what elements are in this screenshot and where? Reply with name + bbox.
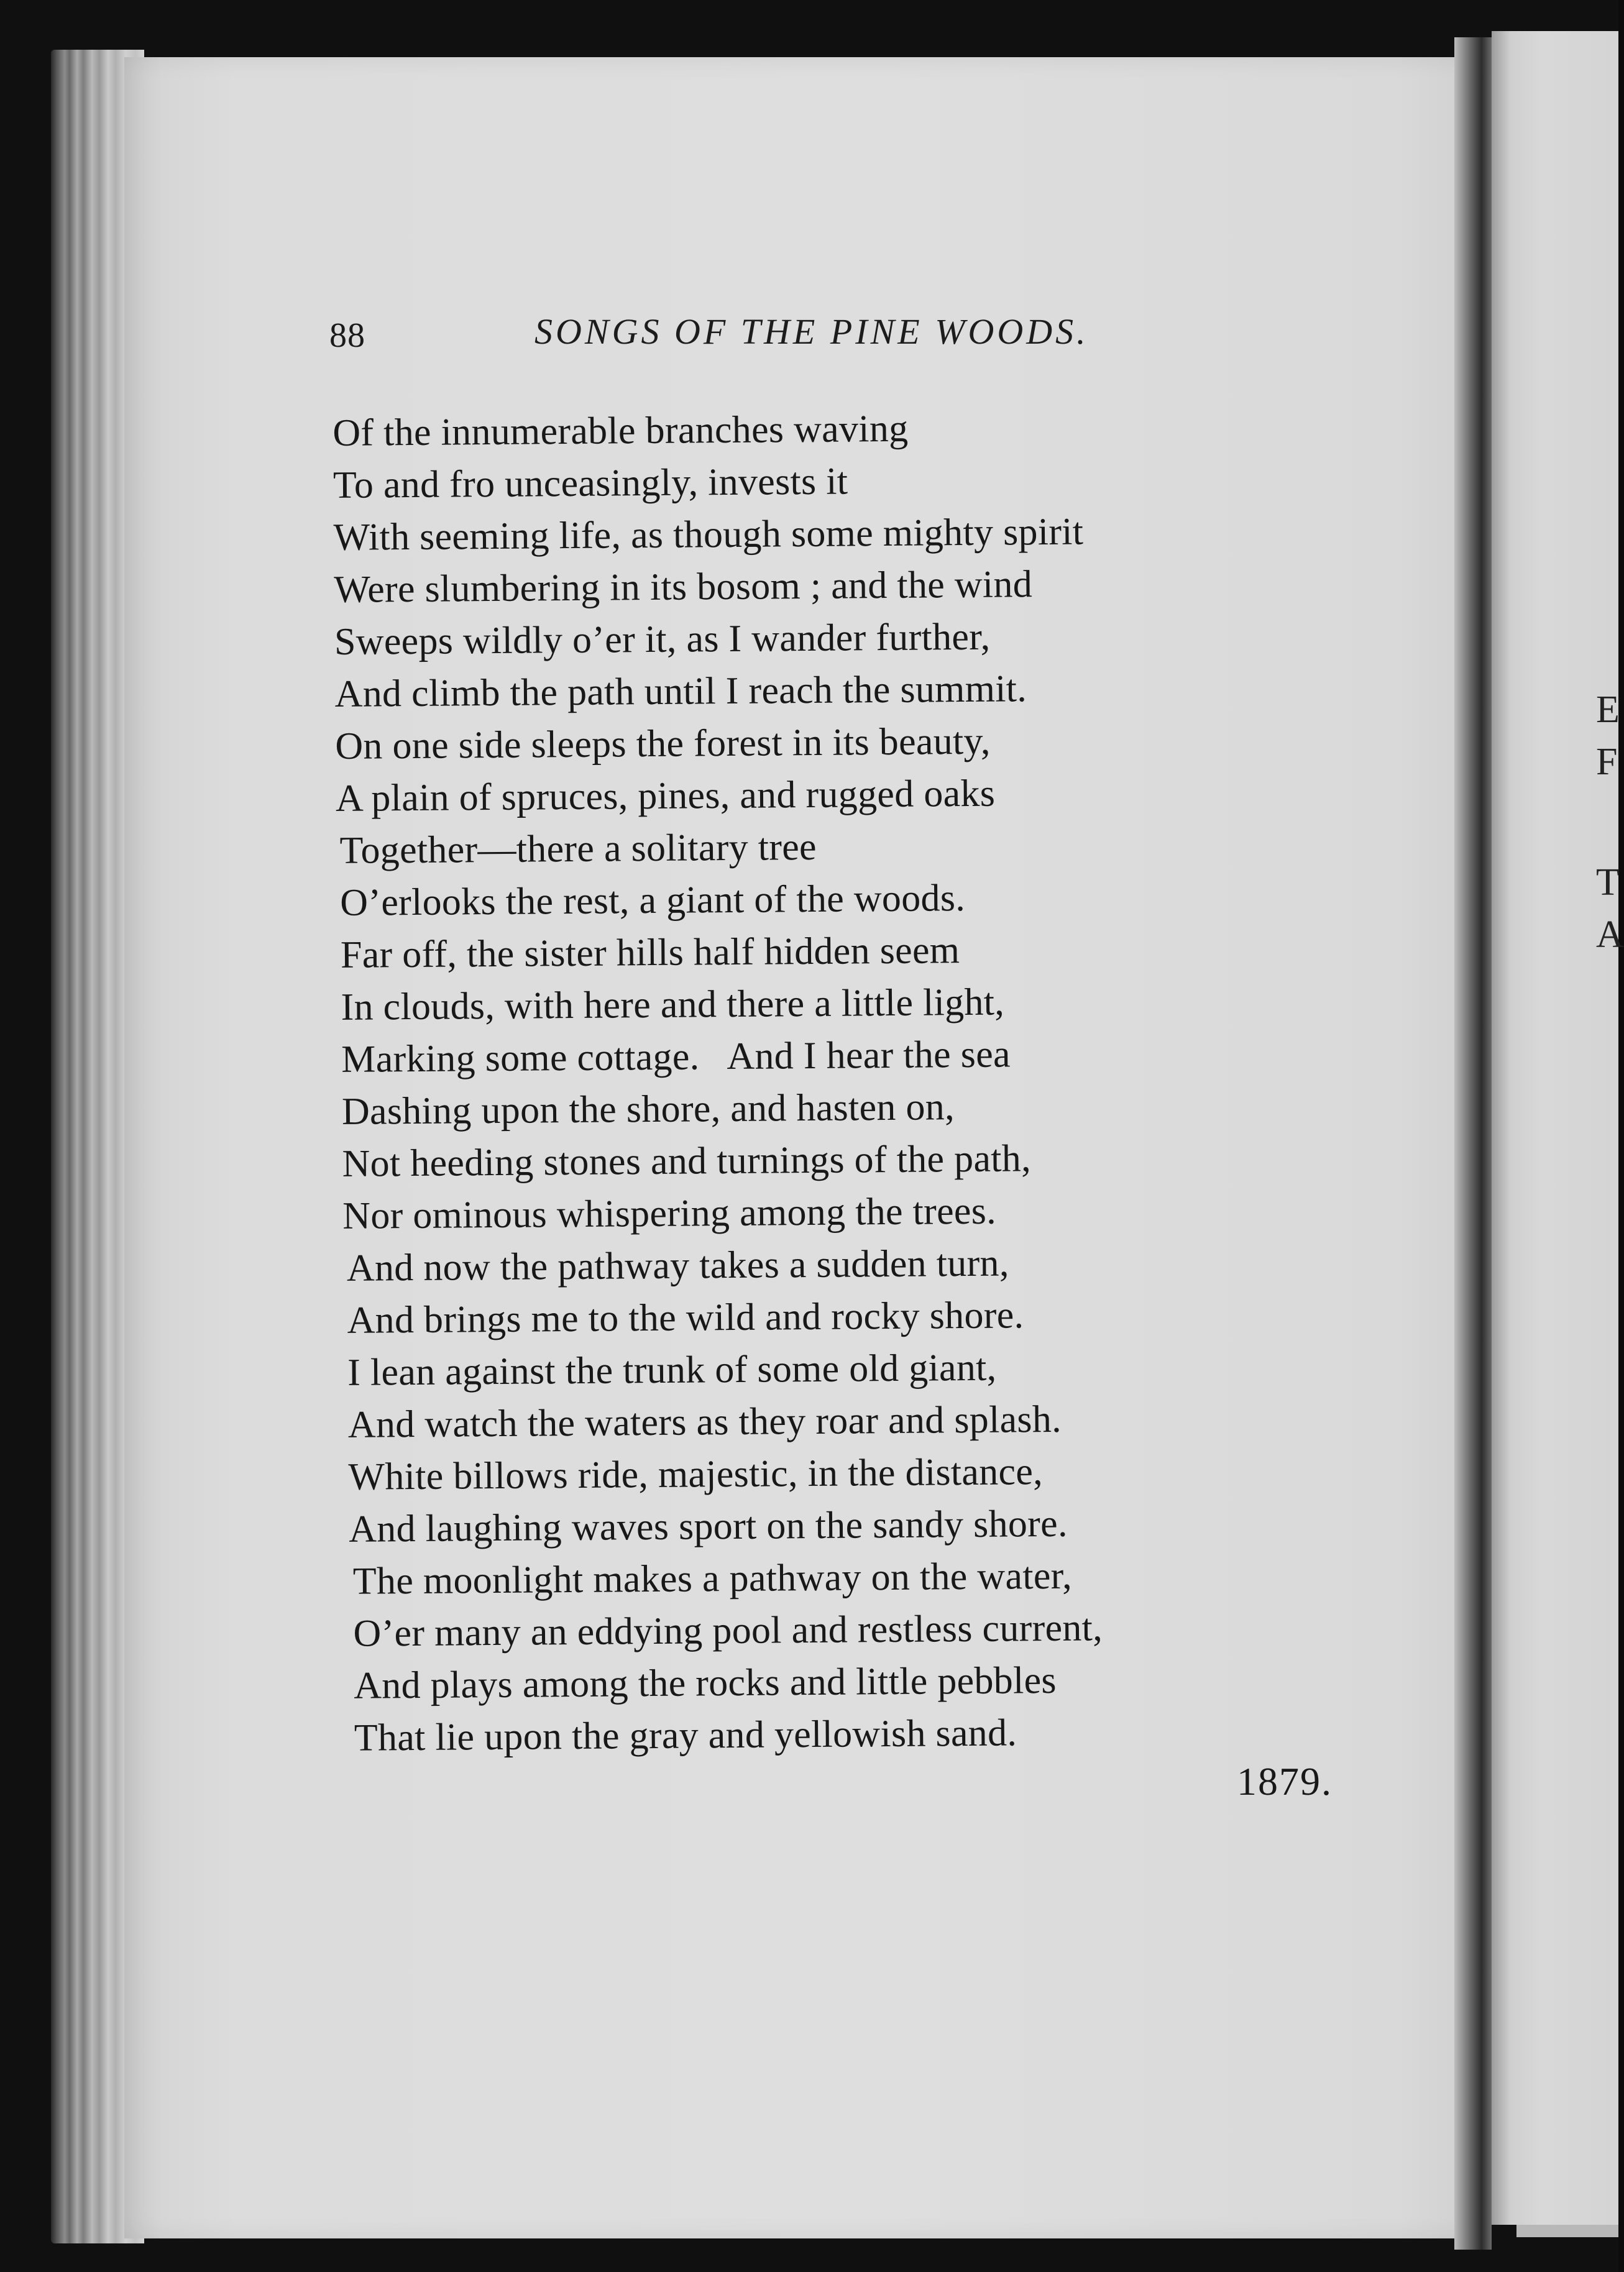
- poem-line: A plain of spruces, pines, and rugged oaks: [335, 772, 996, 820]
- right-page-glyph: F: [1596, 741, 1618, 783]
- right-page-glyph: E: [1596, 689, 1620, 731]
- poem-line: Nor ominous whispering among the trees.: [342, 1189, 997, 1237]
- right-page-edge: [1492, 31, 1624, 2225]
- poem-line: With seeming life, as though some mighty spirit: [333, 510, 1084, 559]
- poem-line: Far off, the sister hills half hidden seem: [340, 929, 960, 976]
- poem-line: White billows ride, majestic, in the distance,: [348, 1450, 1044, 1498]
- poem-line: And watch the waters as they roar and splash.: [347, 1398, 1062, 1446]
- poem-line: Dashing upon the shore, and hasten on,: [341, 1086, 955, 1133]
- poem-line: Of the innumerable branches waving: [333, 407, 909, 454]
- poem-line: O’erlooks the rest, a giant of the woods.: [340, 877, 966, 924]
- poem-date: 1879.: [1237, 1759, 1333, 1803]
- poem-line: And plays among the rocks and little pebbles: [353, 1659, 1057, 1707]
- page-number: 88: [329, 316, 365, 355]
- poem-text: [333, 399, 1337, 1764]
- right-page-partial-text: [1596, 684, 1624, 956]
- poem-line: O’er many an eddying pool and restless current,: [353, 1606, 1103, 1655]
- right-page-glyph-gap: [1596, 788, 1618, 856]
- poem-line: In clouds, with here and there a little light,: [341, 981, 1005, 1028]
- poem-line: Were slumbering in its bosom ; and the wind: [334, 563, 1033, 611]
- poem-line: Together—there a solitary tree: [339, 825, 817, 872]
- book-title: SONGS OF THE PINE WOODS.: [534, 311, 1089, 352]
- poem-line: Sweeps wildly o’er it, as I wander further,: [334, 615, 991, 663]
- poem-line: And now the pathway takes a sudden turn,: [346, 1242, 1009, 1289]
- poem-line: Not heeding stones and turnings of the path,: [342, 1137, 1032, 1185]
- right-page-bottom-edge: [1516, 2225, 1618, 2237]
- right-page-glyph: A: [1596, 914, 1624, 956]
- poem-line: I lean against the trunk of some old giant,: [347, 1346, 997, 1394]
- poem-line: To and fro unceasingly, invests it: [333, 460, 848, 506]
- right-page-glyph: T: [1596, 861, 1620, 904]
- poem-line: On one side sleeps the forest in its beauty,: [335, 720, 991, 767]
- poem-line: Marking some cottage. And I hear the sea: [341, 1033, 1011, 1081]
- poem-line: And brings me to the wild and rocky shore.: [347, 1294, 1024, 1342]
- book-gutter: [1454, 37, 1492, 2250]
- poem-line: And laughing waves sport on the sandy shore.: [348, 1502, 1068, 1551]
- poem-line: And climb the path until I reach the summit.: [334, 667, 1027, 715]
- running-head: [329, 311, 1336, 360]
- poem-line: That lie upon the gray and yellowish sand.: [354, 1711, 1017, 1759]
- poem-line: The moonlight makes a pathway on the water,: [352, 1554, 1073, 1603]
